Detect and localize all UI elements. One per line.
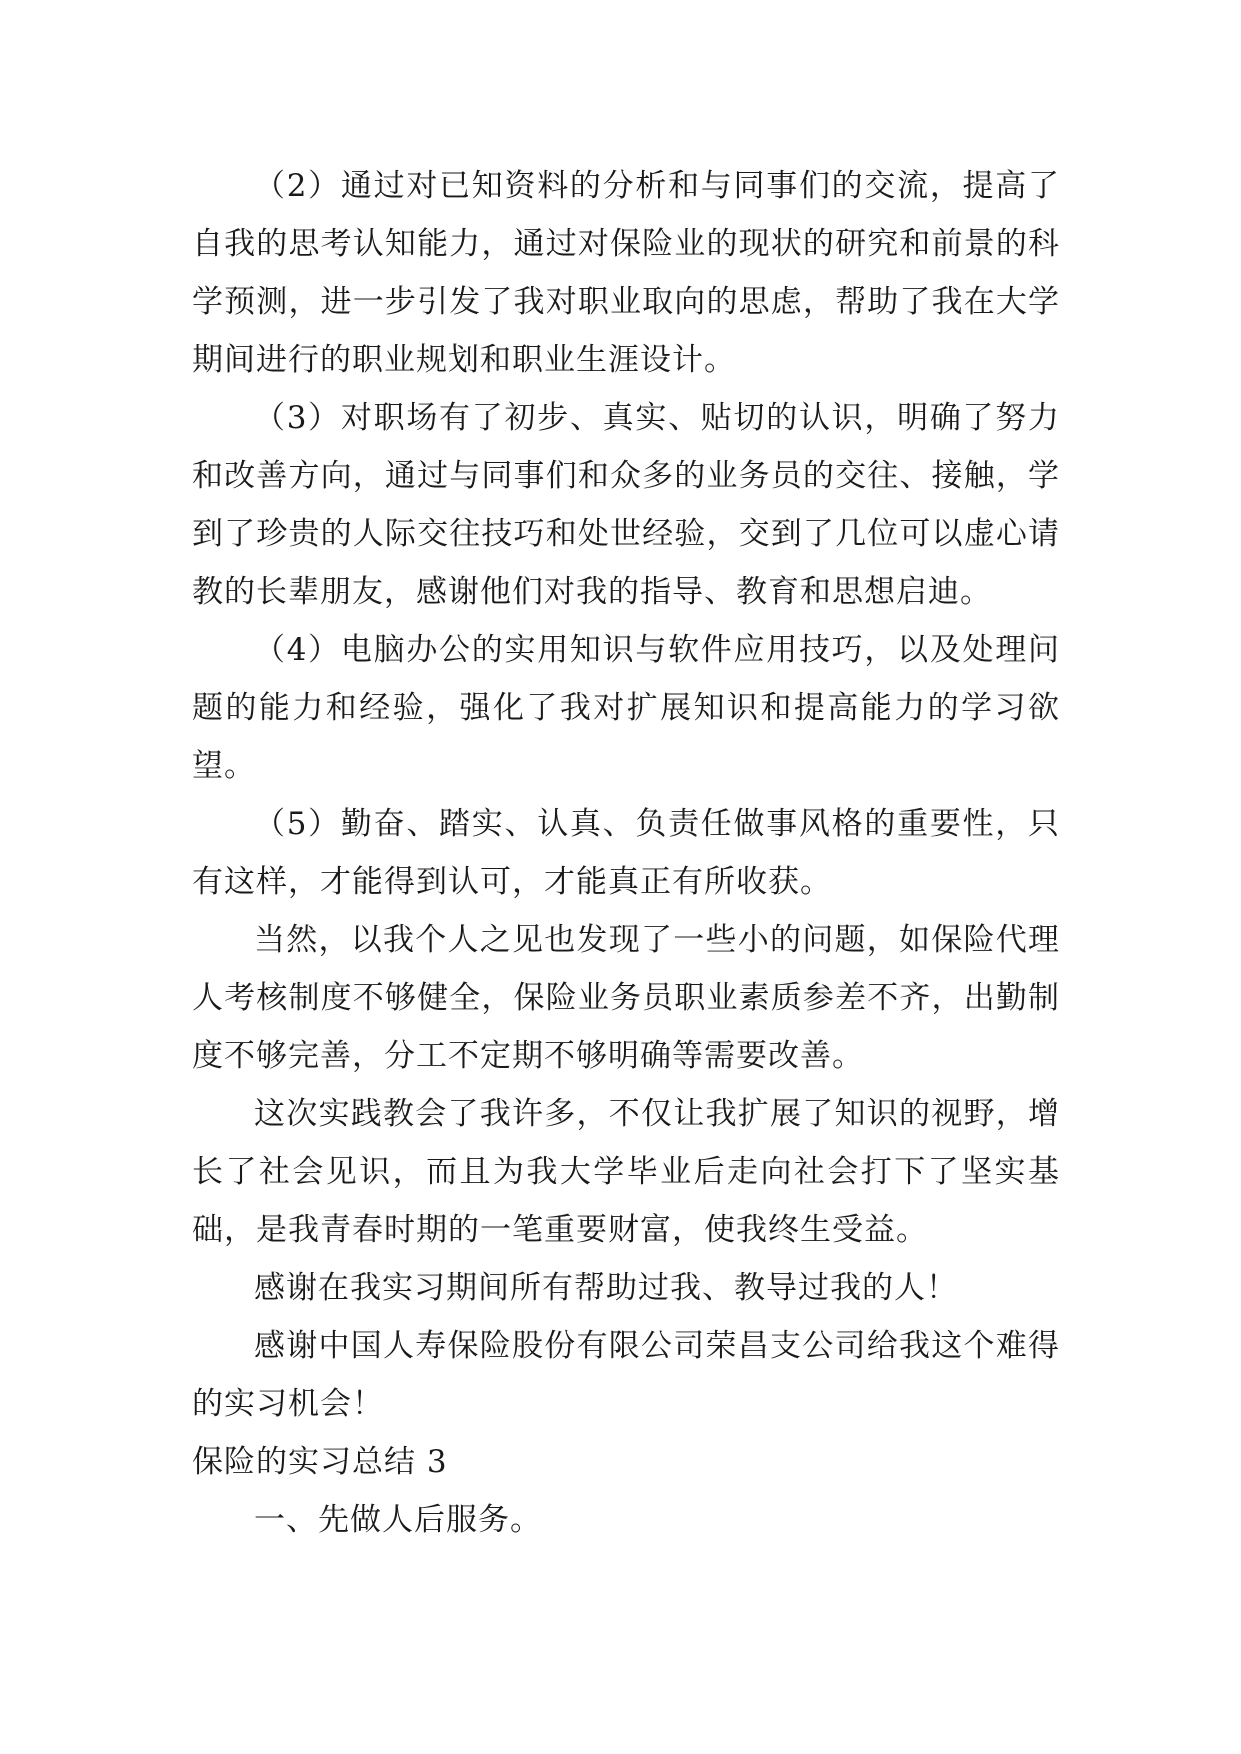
paragraph-4-computer-skills: （4）电脑办公的实用知识与软件应用技巧，以及处理问题的能力和经验，强化了我对扩展知识和提高能力的学习欲望。	[192, 632, 1060, 784]
paragraph-problems: 当然，以我个人之见也发现了一些小的问题，如保险代理人考核制度不够健全，保险业务员职业素质参差不齐，出勤制度不够完善，分工不定期不够明确等需要改善。	[192, 922, 1060, 1074]
paragraph-section-one: 一、先做人后服务。	[254, 1502, 542, 1538]
paragraph-thanks-people: 感谢在我实习期间所有帮助过我、教导过我的人！	[254, 1270, 958, 1306]
paragraph-5-work-style: （5）勤奋、踏实、认真、负责任做事风格的重要性，只有这样，才能得到认可，才能真正有所收获。	[192, 806, 1060, 900]
paragraph-2-analysis: （2）通过对已知资料的分析和与同事们的交流，提高了自我的思考认知能力，通过对保险业的现状的研究和前景的科学预测，进一步引发了我对职业取向的思虑，帮助了我在大学期间进行的职业规划和职业生涯设计。	[192, 168, 1060, 378]
paragraph-thanks-company: 感谢中国人寿保险股份有限公司荣昌支公司给我这个难得的实习机会！	[192, 1328, 1060, 1422]
paragraph-3-workplace: （3）对职场有了初步、真实、贴切的认识，明确了努力和改善方向，通过与同事们和众多的业务员的交往、接触，学到了珍贵的人际交往技巧和处世经验，交到了几位可以虚心请教的长辈朋友，感谢他们对我的指导、教育和思想启迪。	[192, 400, 1060, 610]
document-body	[192, 157, 1060, 1549]
paragraph-practice-value: 这次实践教会了我许多，不仅让我扩展了知识的视野，增长了社会见识，而且为我大学毕业后走向社会打下了坚实基础，是我青春时期的一笔重要财富，使我终生受益。	[192, 1096, 1060, 1248]
section-heading: 保险的实习总结 3	[192, 1444, 448, 1480]
